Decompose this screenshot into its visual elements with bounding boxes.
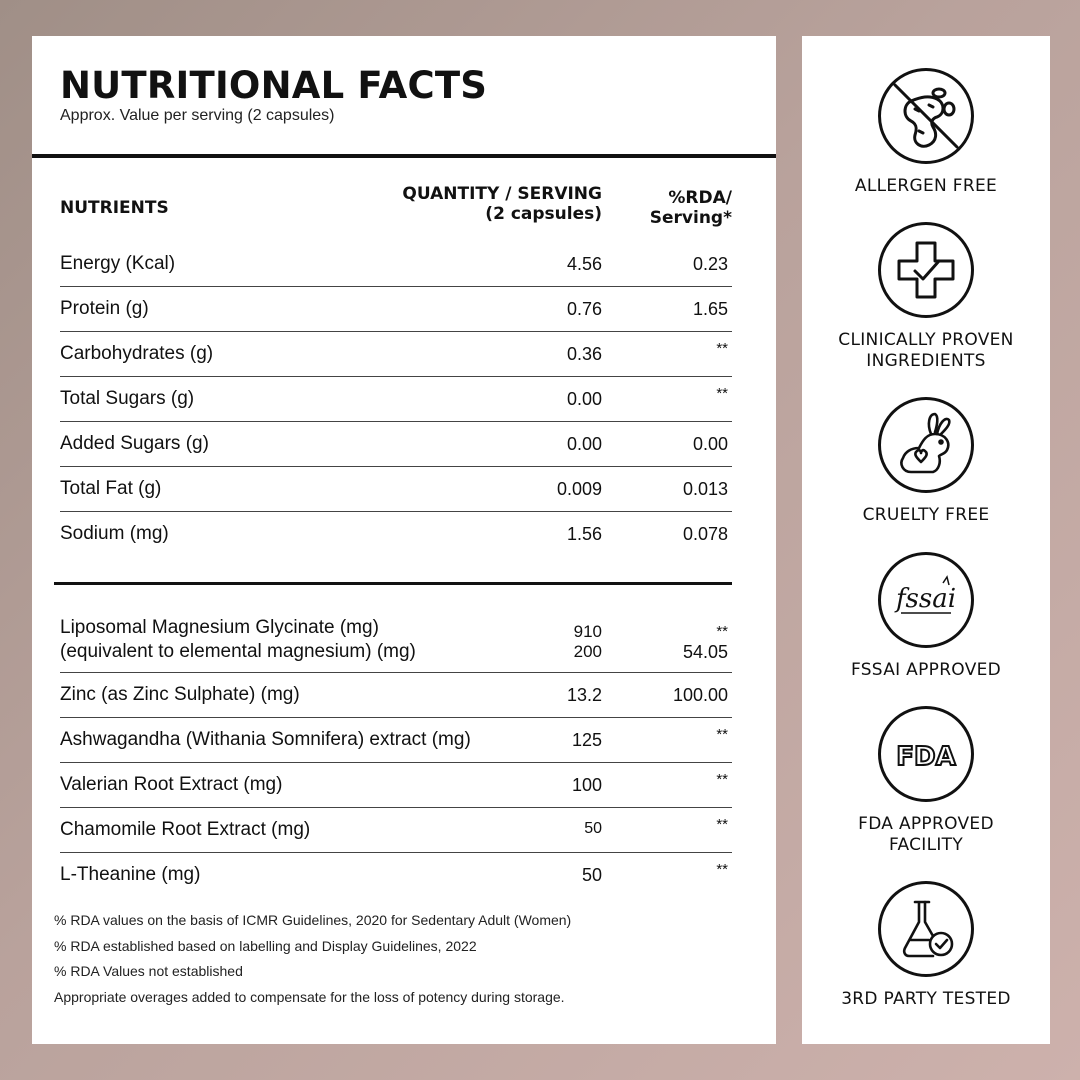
nutrient-name: Carbohydrates (g): [60, 343, 214, 364]
ingredient-quantity: 13.2: [566, 685, 602, 705]
nutrient-quantity: 0.00: [566, 434, 602, 454]
nutrient-rda: 1.65: [692, 299, 728, 319]
ingredient-quantity: 50: [581, 865, 602, 885]
badge-label: [802, 989, 1050, 1010]
nutrient-name: Protein (g): [60, 298, 149, 319]
column-header-quantity-line1: QUANTITY / SERVING: [402, 184, 602, 204]
nutrition-panel: [32, 36, 776, 1044]
ingredient-name: Ashwagandha (Withania Somnifera) extract (mg): [60, 729, 471, 750]
footnotes: [54, 912, 571, 1014]
badge-label-line1: FDA APPROVED: [858, 814, 994, 834]
ingredient-rda: **: [716, 726, 728, 743]
badge-label-line1: ALLERGEN FREE: [854, 176, 998, 196]
column-header-rda-line2: Serving*: [649, 208, 732, 228]
column-header-rda: [632, 188, 732, 228]
fssai-logo-text: fssai: [895, 584, 957, 614]
ingredient-quantity-line2: 200: [573, 642, 602, 661]
table-row: [60, 287, 732, 332]
clinically-proven-icon: [878, 222, 974, 318]
badge-clinically-proven: [802, 222, 1050, 372]
ingredient-rda: [683, 622, 728, 662]
badge-third-party-tested: [802, 881, 1050, 1010]
nutrient-quantity: 0.009: [556, 479, 602, 499]
nutrient-name: Added Sugars (g): [60, 433, 209, 454]
ingredient-name-line2: (equivalent to elemental magnesium) (mg): [60, 641, 416, 662]
table-row: [60, 332, 732, 377]
footnote: Appropriate overages added to compensate for the loss of potency during storage.: [54, 988, 565, 1005]
page-title: NUTRITIONAL FACTS: [60, 64, 488, 107]
nutrient-name: Total Fat (g): [60, 478, 162, 499]
header-divider: [32, 154, 776, 158]
badge-label-line2: INGREDIENTS: [866, 351, 986, 371]
table-row: [60, 467, 732, 512]
table-row: [60, 242, 732, 287]
badge-label: [802, 330, 1050, 372]
badge-label: [802, 814, 1050, 856]
table-row: [60, 718, 732, 763]
table-row: [60, 377, 732, 422]
badge-label-line2: FACILITY: [888, 835, 964, 855]
badge-cruelty-free: [802, 397, 1050, 526]
ingredient-quantity: 125: [571, 730, 602, 750]
column-header-rda-line1: %RDA/: [668, 188, 732, 208]
ingredient-quantity-line1: 910: [573, 622, 602, 641]
ingredient-name-line1: Liposomal Magnesium Glycinate (mg): [60, 617, 379, 638]
fssai-icon: [878, 552, 974, 648]
nutrient-quantity: 1.56: [566, 524, 602, 544]
badge-label: [802, 660, 1050, 681]
ingredient-rda-line2: 54.05: [682, 642, 728, 662]
badge-fssai-approved: [802, 552, 1050, 681]
ingredient-quantity: [574, 622, 602, 662]
badge-label-line1: CRUELTY FREE: [862, 505, 990, 525]
nutrient-quantity: 4.56: [566, 254, 602, 274]
ingredient-rda: **: [716, 816, 728, 833]
nutrient-rda: 0.013: [682, 479, 728, 499]
nutrient-rda: 0.00: [692, 434, 728, 454]
badge-label: [802, 176, 1050, 197]
ingredient-name: Zinc (as Zinc Sulphate) (mg): [60, 684, 300, 705]
column-header-quantity: [362, 184, 602, 224]
ingredient-name: Valerian Root Extract (mg): [60, 774, 283, 795]
badge-allergen-free: [802, 68, 1050, 197]
section-divider: [54, 582, 732, 585]
ingredient-rda: **: [716, 771, 728, 788]
fda-logo-text: FDA: [896, 742, 956, 772]
table-row: [60, 610, 732, 673]
badge-label-line1: CLINICALLY PROVEN: [838, 330, 1014, 350]
nutrient-name: Total Sugars (g): [60, 388, 195, 409]
ingredient-quantity: 100: [571, 775, 602, 795]
nutrient-quantity: 0.00: [566, 389, 602, 409]
nutrients-table: [60, 242, 732, 556]
nutrient-quantity: 0.76: [566, 299, 602, 319]
badge-label: [802, 505, 1050, 526]
table-row: [60, 512, 732, 556]
ingredient-rda-line1: **: [716, 623, 728, 640]
table-row: [60, 853, 732, 897]
ingredient-name: L-Theanine (mg): [60, 864, 201, 885]
nutrient-quantity: 0.36: [566, 344, 602, 364]
footnote: % RDA Values not established: [54, 963, 243, 979]
table-row: [60, 763, 732, 808]
badge-fda-approved: [802, 706, 1050, 856]
column-header-nutrients: NUTRIENTS: [60, 198, 169, 218]
fda-icon: [878, 706, 974, 802]
ingredient-quantity: 50: [584, 820, 602, 837]
nutrient-name: Energy (Kcal): [60, 253, 176, 274]
nutrient-rda: **: [716, 385, 728, 402]
ingredients-table: [60, 610, 732, 897]
allergen-free-icon: [878, 68, 974, 164]
nutrient-rda: 0.078: [682, 524, 728, 544]
cruelty-free-icon: [878, 397, 974, 493]
ingredient-rda: 100.00: [672, 685, 728, 705]
footnote: % RDA values on the basis of ICMR Guidelines, 2020 for Sedentary Adult (Women): [54, 912, 572, 928]
nutrient-rda: **: [716, 340, 728, 357]
table-row: [60, 673, 732, 718]
lab-tested-icon: [878, 881, 974, 977]
badge-label-line1: 3RD PARTY TESTED: [841, 989, 1011, 1009]
badge-label-line1: FSSAI APPROVED: [850, 660, 1002, 680]
table-row: [60, 808, 732, 853]
ingredient-rda: **: [716, 861, 728, 878]
column-header-quantity-line2: (2 capsules): [485, 204, 602, 224]
footnote: % RDA established based on labelling and Display Guidelines, 2022: [54, 937, 477, 954]
nutrient-name: Sodium (mg): [60, 523, 169, 544]
ingredient-name: Chamomile Root Extract (mg): [60, 819, 311, 840]
ingredient-name: [60, 616, 416, 664]
table-row: [60, 422, 732, 467]
page-subtitle: Approx. Value per serving (2 capsules): [60, 107, 335, 124]
badges-panel: [802, 36, 1050, 1044]
nutrient-rda: 0.23: [692, 254, 728, 274]
